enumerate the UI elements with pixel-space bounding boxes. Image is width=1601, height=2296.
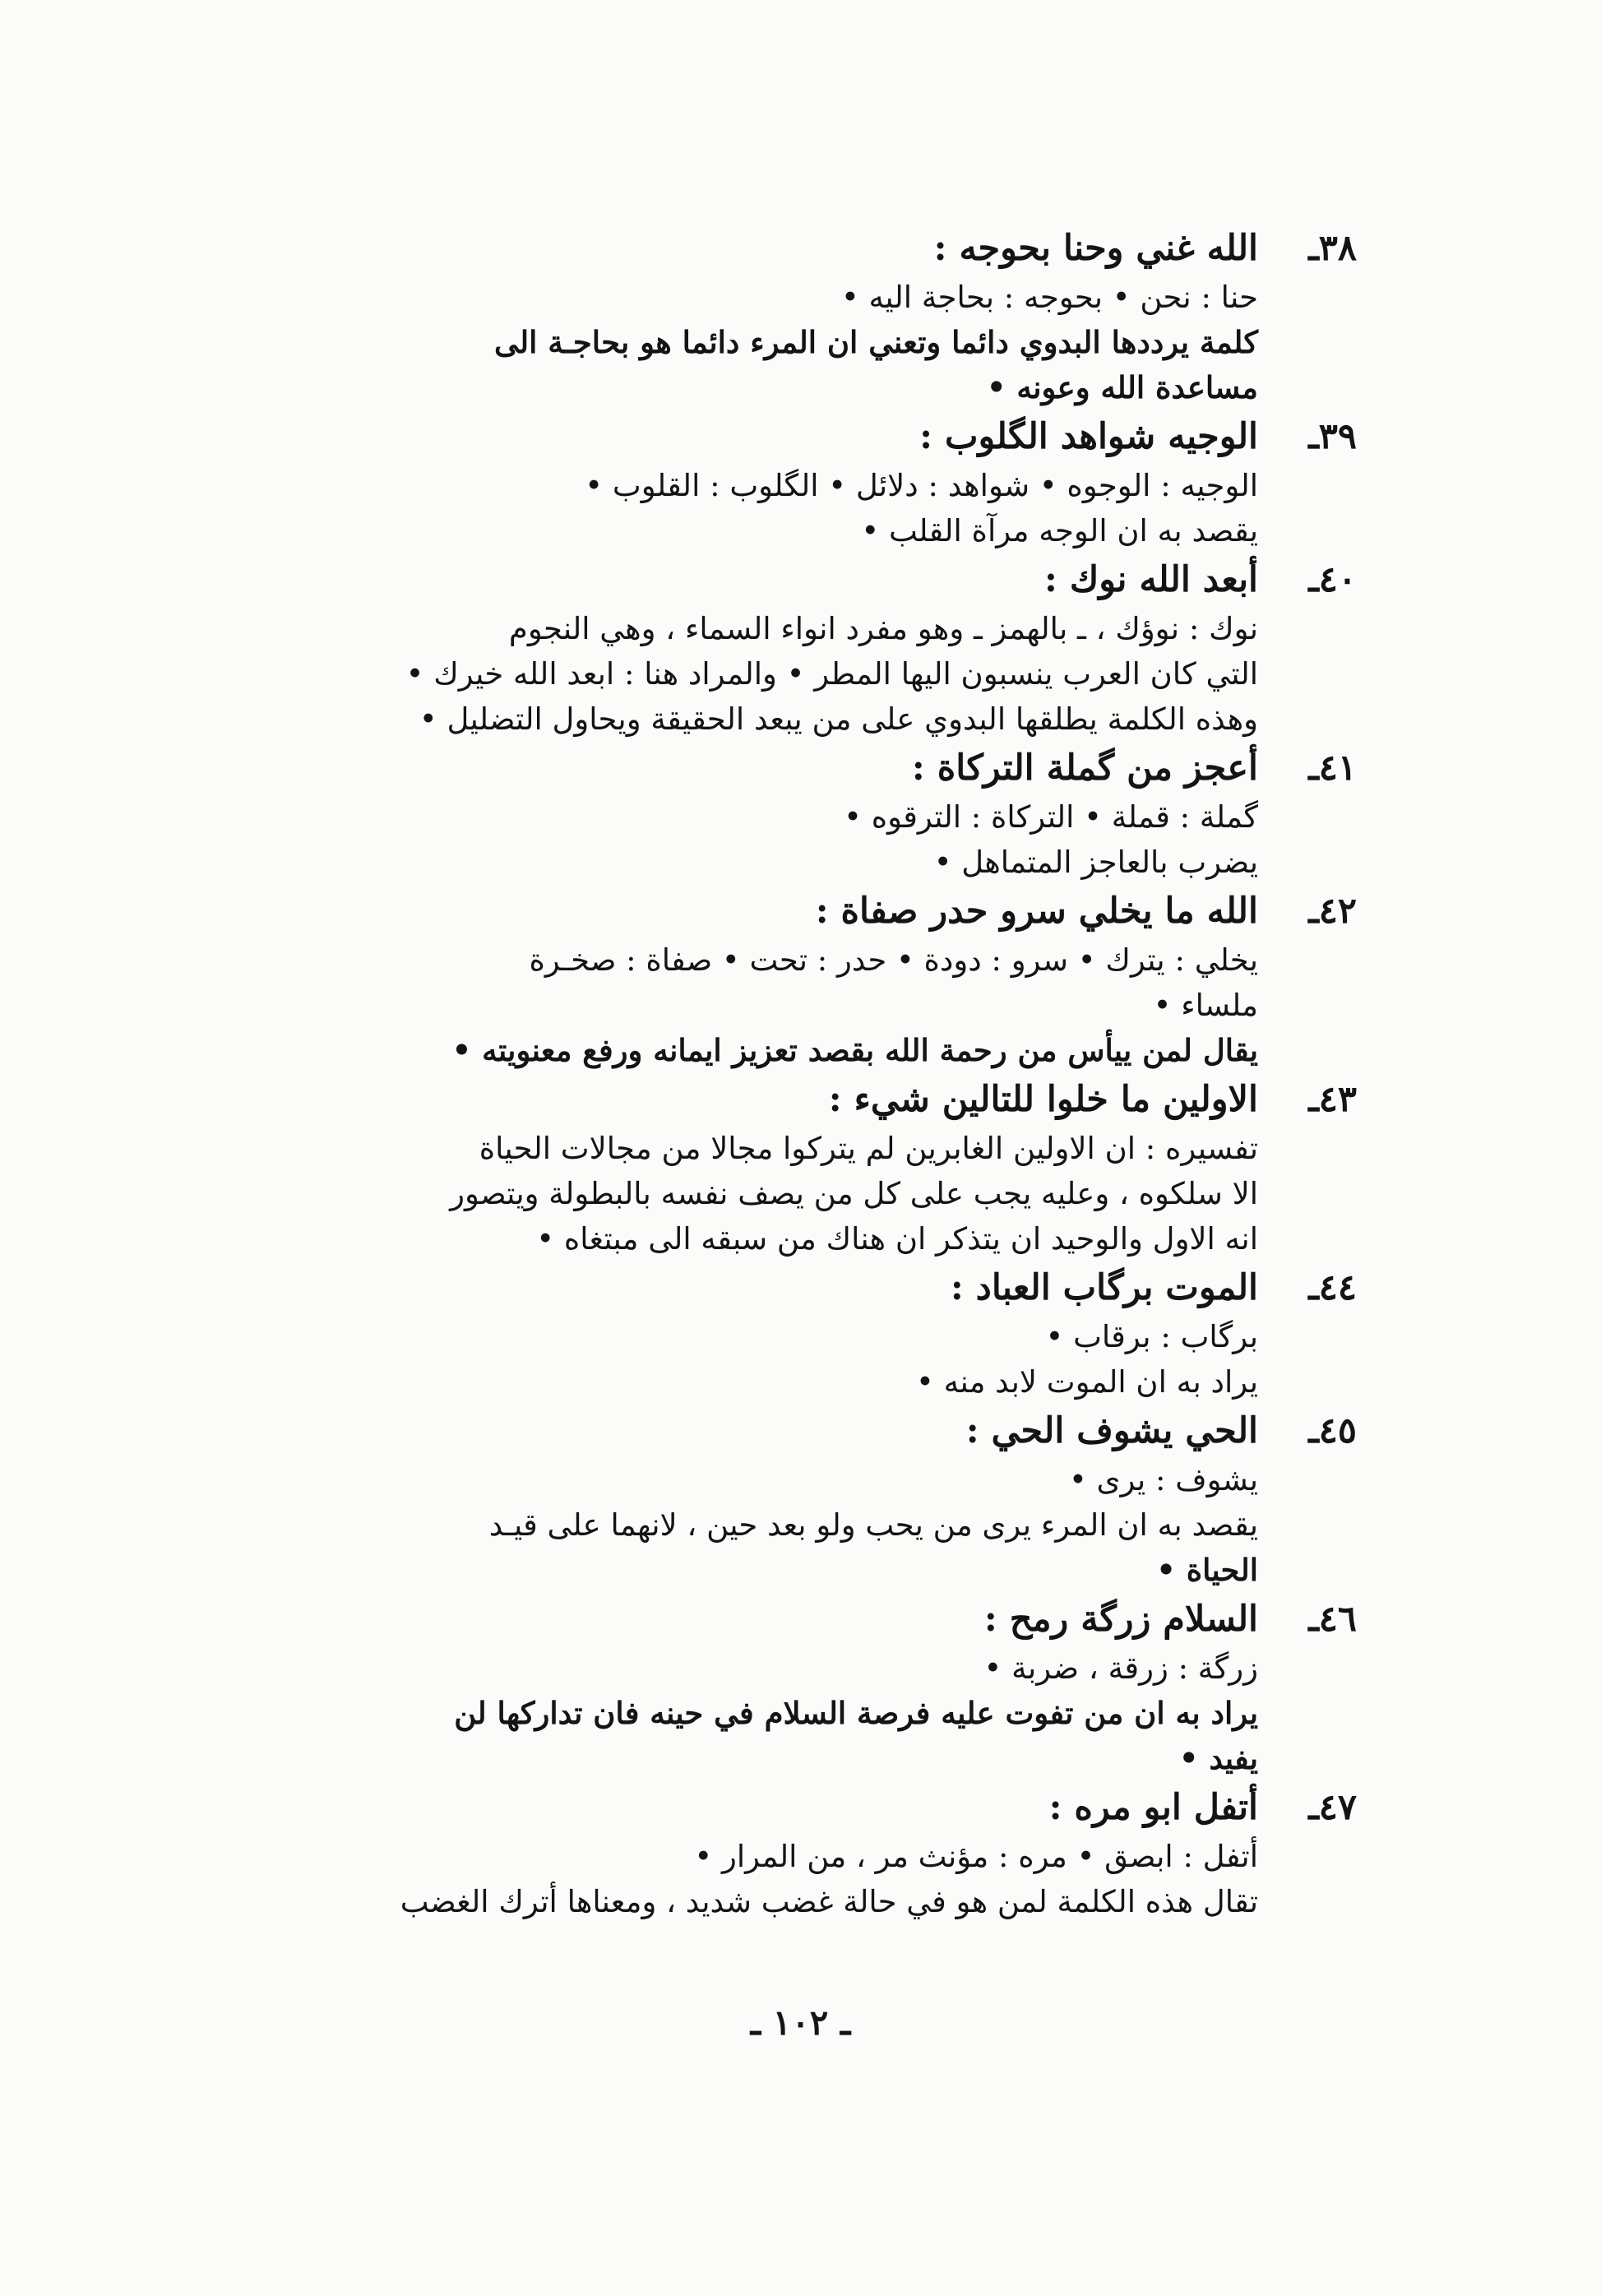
explanation-line: انه الاول والوحيد ان يتذكر ان هناك من سبقه الى مبتغاه •	[536, 1221, 1258, 1257]
entry-number: ٤٧ـ	[1308, 1787, 1357, 1828]
definition-line: گملة : قملة • التركاة : الترقوه •	[844, 799, 1258, 835]
entry-number: ٤٥ـ	[1308, 1410, 1357, 1451]
proverb-title: الله غني وحنا بحوجه :	[933, 228, 1258, 269]
definition-line: ملساء •	[1153, 988, 1258, 1023]
definition-line: برگاب : برقاب •	[1045, 1319, 1258, 1354]
entry-number: ٤٢ـ	[1308, 891, 1357, 932]
explanation-line: يراد به ان الموت لابد منه •	[916, 1364, 1258, 1400]
proverb-title: أبعد الله نوك :	[1044, 559, 1258, 600]
explanation-line: التي كان العرب ينسبون اليها المطر • والمراد هنا : ابعد الله خيرك •	[405, 656, 1258, 692]
entry-46	[280, 1593, 1357, 1781]
explanation-line: يقصد به ان المرء يرى من يحب ولو بعد حين ، لانهما على قيـد	[488, 1507, 1258, 1543]
entry-42	[280, 885, 1357, 1073]
explanation-line: يفيد •	[1178, 1740, 1258, 1776]
entry-number: ٣٨ـ	[1308, 228, 1357, 269]
entry-44	[280, 1261, 1357, 1405]
entry-number: ٤٠ـ	[1308, 559, 1357, 600]
explanation-line: يقصد به ان الوجه مرآة القلب •	[861, 513, 1258, 549]
definition-line: نوك : نوؤك ، ـ بالهمز ـ وهو مفرد انواء السماء ، وهي النجوم	[508, 611, 1258, 646]
explanation-line: تفسيره : ان الاولين الغابرين لم يتركوا مجالا من مجالات الحياة	[479, 1131, 1258, 1166]
entry-number: ٤٦ـ	[1308, 1599, 1357, 1640]
definition-line: حنا : نحن • بحوجه : بحاجة اليه •	[840, 280, 1258, 315]
definition-line: يشوف : يرى •	[1068, 1462, 1258, 1497]
explanation-line: وهذه الكلمة يطلقها البدوي على من يبعد الحقيقة ويحاول التضليل •	[419, 701, 1258, 737]
proverb-title: أعجز من گملة التركاة :	[911, 748, 1258, 789]
entry-47	[280, 1781, 1357, 1924]
proverb-title: الاولين ما خلوا للتالين شيء :	[828, 1079, 1258, 1120]
explanation-line: مساعدة الله وعونه •	[986, 369, 1258, 405]
explanation-line: يضرب بالعاجز المتماهل •	[933, 845, 1258, 880]
proverbs-list	[280, 222, 1357, 1924]
definition-line: زرگة : زرقة ، ضربة •	[983, 1650, 1258, 1686]
page-number: ـ ١٠٢ ـ	[750, 2002, 851, 2043]
entry-40	[280, 553, 1357, 742]
entry-number: ٤٤ـ	[1308, 1267, 1357, 1308]
entry-number: ٣٩ـ	[1308, 416, 1357, 457]
explanation-line: الا سلكوه ، وعليه يجب على كل من يصف نفسه بالبطولة ويتصور	[450, 1176, 1258, 1211]
proverb-title: الموت برگاب العباد :	[950, 1267, 1258, 1308]
entry-number: ٤١ـ	[1308, 748, 1357, 789]
entry-38	[280, 222, 1357, 410]
definition-line: أتفل : ابصق • مره : مؤنث مر ، من المرار •	[694, 1839, 1258, 1874]
entry-43	[280, 1073, 1357, 1261]
explanation-line: كلمة يرددها البدوي دائما وتعني ان المرء دائما هو بحاجـة الى	[493, 324, 1258, 360]
explanation-line: تقال هذه الكلمة لمن هو في حالة غضب شديد ، ومعناها أترك الغضب	[400, 1884, 1258, 1919]
proverb-title: الحي يشوف الحي :	[965, 1410, 1258, 1451]
definition-line: يخلي : يترك • سرو : دودة • حدر : تحت • صفاة : صخـرة	[529, 942, 1258, 978]
proverb-title: السلام زرگة رمح :	[983, 1599, 1258, 1640]
entry-39	[280, 410, 1357, 553]
definition-line: الوجيه : الوجوه • شواهد : دلائل • الگلوب : القلوب •	[585, 468, 1258, 503]
explanation-line: يقال لمن ييأس من رحمة الله بقصد تعزيز ايمانه ورفع معنويته •	[451, 1032, 1258, 1068]
entry-41	[280, 742, 1357, 885]
explanation-line: الحياة •	[1156, 1552, 1258, 1588]
proverb-title: الله ما يخلي سرو حدر صفاة :	[815, 891, 1258, 932]
proverb-title: أتفل ابو مره :	[1048, 1787, 1258, 1828]
entry-45	[280, 1405, 1357, 1593]
proverb-title: الوجيه شواهد الگلوب :	[919, 416, 1258, 457]
explanation-line: يراد به ان من تفوت عليه فرصة السلام في حينه فان تداركها لن	[454, 1695, 1258, 1731]
entry-number: ٤٣ـ	[1308, 1079, 1357, 1120]
